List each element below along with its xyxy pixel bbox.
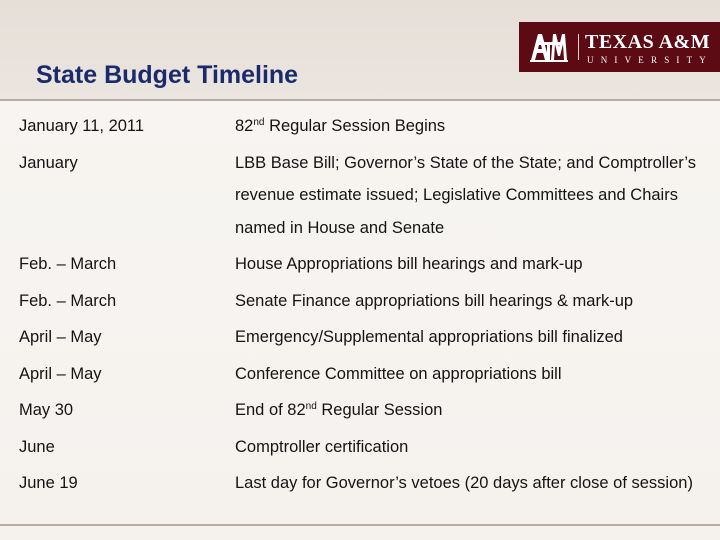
ordinal-suffix: nd (305, 401, 317, 412)
timeline-date: January 11, 2011 (19, 117, 145, 135)
ordinal-suffix: nd (253, 117, 265, 128)
timeline-date: Feb. – March (19, 291, 117, 310)
event-text-pre: 82 (235, 117, 254, 135)
timeline-event: Emergency/Supplemental appropriations bill finalized (235, 328, 623, 346)
timeline-event: Comptroller certification (235, 437, 409, 456)
logo-subtitle: UNIVERSITY (587, 55, 713, 65)
timeline-event: House Appropriations bill hearings and mark-up (235, 255, 583, 273)
timeline-event: Last day for Governor’s vetoes (20 days after close of session) (235, 474, 693, 492)
timeline-row (0, 108, 720, 145)
timeline-event: LBB Base Bill; Governor’s State of the State; and Comptroller’s revenue estimate issued; Legislative Committees and Chairs named in House and Senate (235, 153, 697, 237)
timeline-date: January (19, 153, 78, 172)
timeline-date: April – May (19, 364, 102, 383)
slide-title: State Budget Timeline (36, 61, 299, 89)
texas-am-logo (519, 22, 720, 72)
timeline-list (0, 108, 720, 502)
timeline-row (0, 246, 720, 283)
timeline-row (0, 392, 720, 429)
event-text-post: Regular Session Begins (264, 117, 446, 135)
atm-logo-icon (529, 30, 569, 64)
timeline-row (0, 319, 720, 356)
timeline-event: Senate Finance appropriations bill hearings & mark-up (235, 291, 634, 310)
event-text-pre: End of 82 (235, 401, 306, 419)
footer-divider (0, 524, 720, 526)
logo-wordmark: TEXAS A&M (585, 31, 711, 53)
timeline-event (235, 392, 713, 429)
timeline-row (0, 356, 720, 393)
timeline-row (0, 145, 720, 247)
timeline-date: April – May (19, 328, 102, 346)
logo-divider (578, 34, 579, 60)
title-divider (0, 99, 720, 101)
timeline-date: Feb. – March (19, 255, 117, 273)
timeline-date: May 30 (19, 401, 74, 419)
timeline-row (0, 283, 720, 320)
event-text-post: Regular Session (316, 401, 443, 419)
timeline-date: June 19 (19, 474, 78, 492)
timeline-row (0, 429, 720, 466)
timeline-date: June (19, 437, 55, 456)
timeline-event (235, 108, 713, 145)
timeline-event: Conference Committee on appropriations bill (235, 364, 562, 383)
timeline-row (0, 465, 720, 502)
